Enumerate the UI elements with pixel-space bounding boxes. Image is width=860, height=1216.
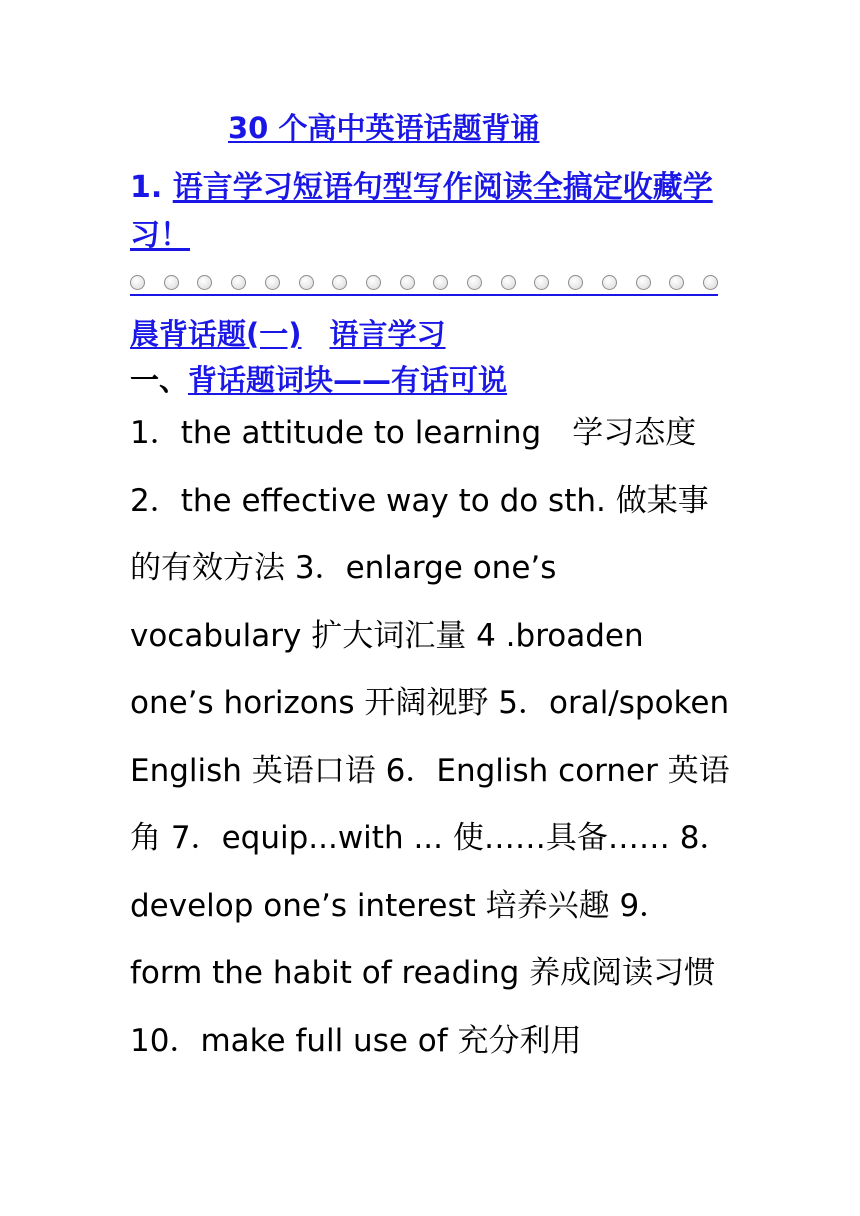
divider-circle-icon <box>703 275 718 290</box>
divider-circle-icon <box>534 275 549 290</box>
divider-circle-icon <box>568 275 583 290</box>
divider-circle-icon <box>366 275 381 290</box>
divider-circle-icon <box>332 275 347 290</box>
subsection-prefix: 一、 <box>130 363 189 397</box>
divider-circle-icon <box>501 275 516 290</box>
divider-circle-icon <box>265 275 280 290</box>
divider-circle-icon <box>602 275 617 290</box>
divider-circle-icon <box>433 275 448 290</box>
section-heading[interactable] <box>130 312 446 353</box>
phrase-list-text: 1．the attitude to learning 学习态度 2．the effective way to do sth. 做某事的有效方法 3．enlarge one’s vocabulary 扩大词汇量 4 .broaden one’s horizons 开阔视野 5．oral/spoken English 英语口语 6．English corner 英语角 7．equip...with ... 使……具备…… 8．develop one’s interest 培养兴趣 9．form the habit of reading 养成阅读习惯 10．make full use of 充分利用 <box>130 415 731 1059</box>
divider-circle-icon <box>197 275 212 290</box>
document-title[interactable] <box>228 106 539 147</box>
divider-circle-icon <box>669 275 684 290</box>
divider-circle-icon <box>400 275 415 290</box>
subtitle-link[interactable]: 语言学习短语句型写作阅读全搞定收藏学习！ <box>130 170 713 253</box>
section-heading-part1[interactable]: 晨背话题(一) <box>130 317 302 351</box>
subtitle-number: 1. <box>130 170 163 205</box>
divider-circle-icon <box>231 275 246 290</box>
divider-circle-icon <box>164 275 179 290</box>
subsection-heading[interactable] <box>130 358 507 399</box>
divider-circle-icon <box>467 275 482 290</box>
circle-divider <box>130 270 718 296</box>
section-heading-part2[interactable]: 语言学习 <box>329 317 446 351</box>
article-subtitle[interactable] <box>130 164 750 260</box>
subsection-link[interactable]: 背话题词块——有话可说 <box>188 363 508 397</box>
divider-circle-icon <box>299 275 314 290</box>
title-link[interactable]: 30 个高中英语话题背诵 <box>228 111 540 145</box>
divider-circle-icon <box>130 275 145 290</box>
divider-circle-icon <box>636 275 651 290</box>
